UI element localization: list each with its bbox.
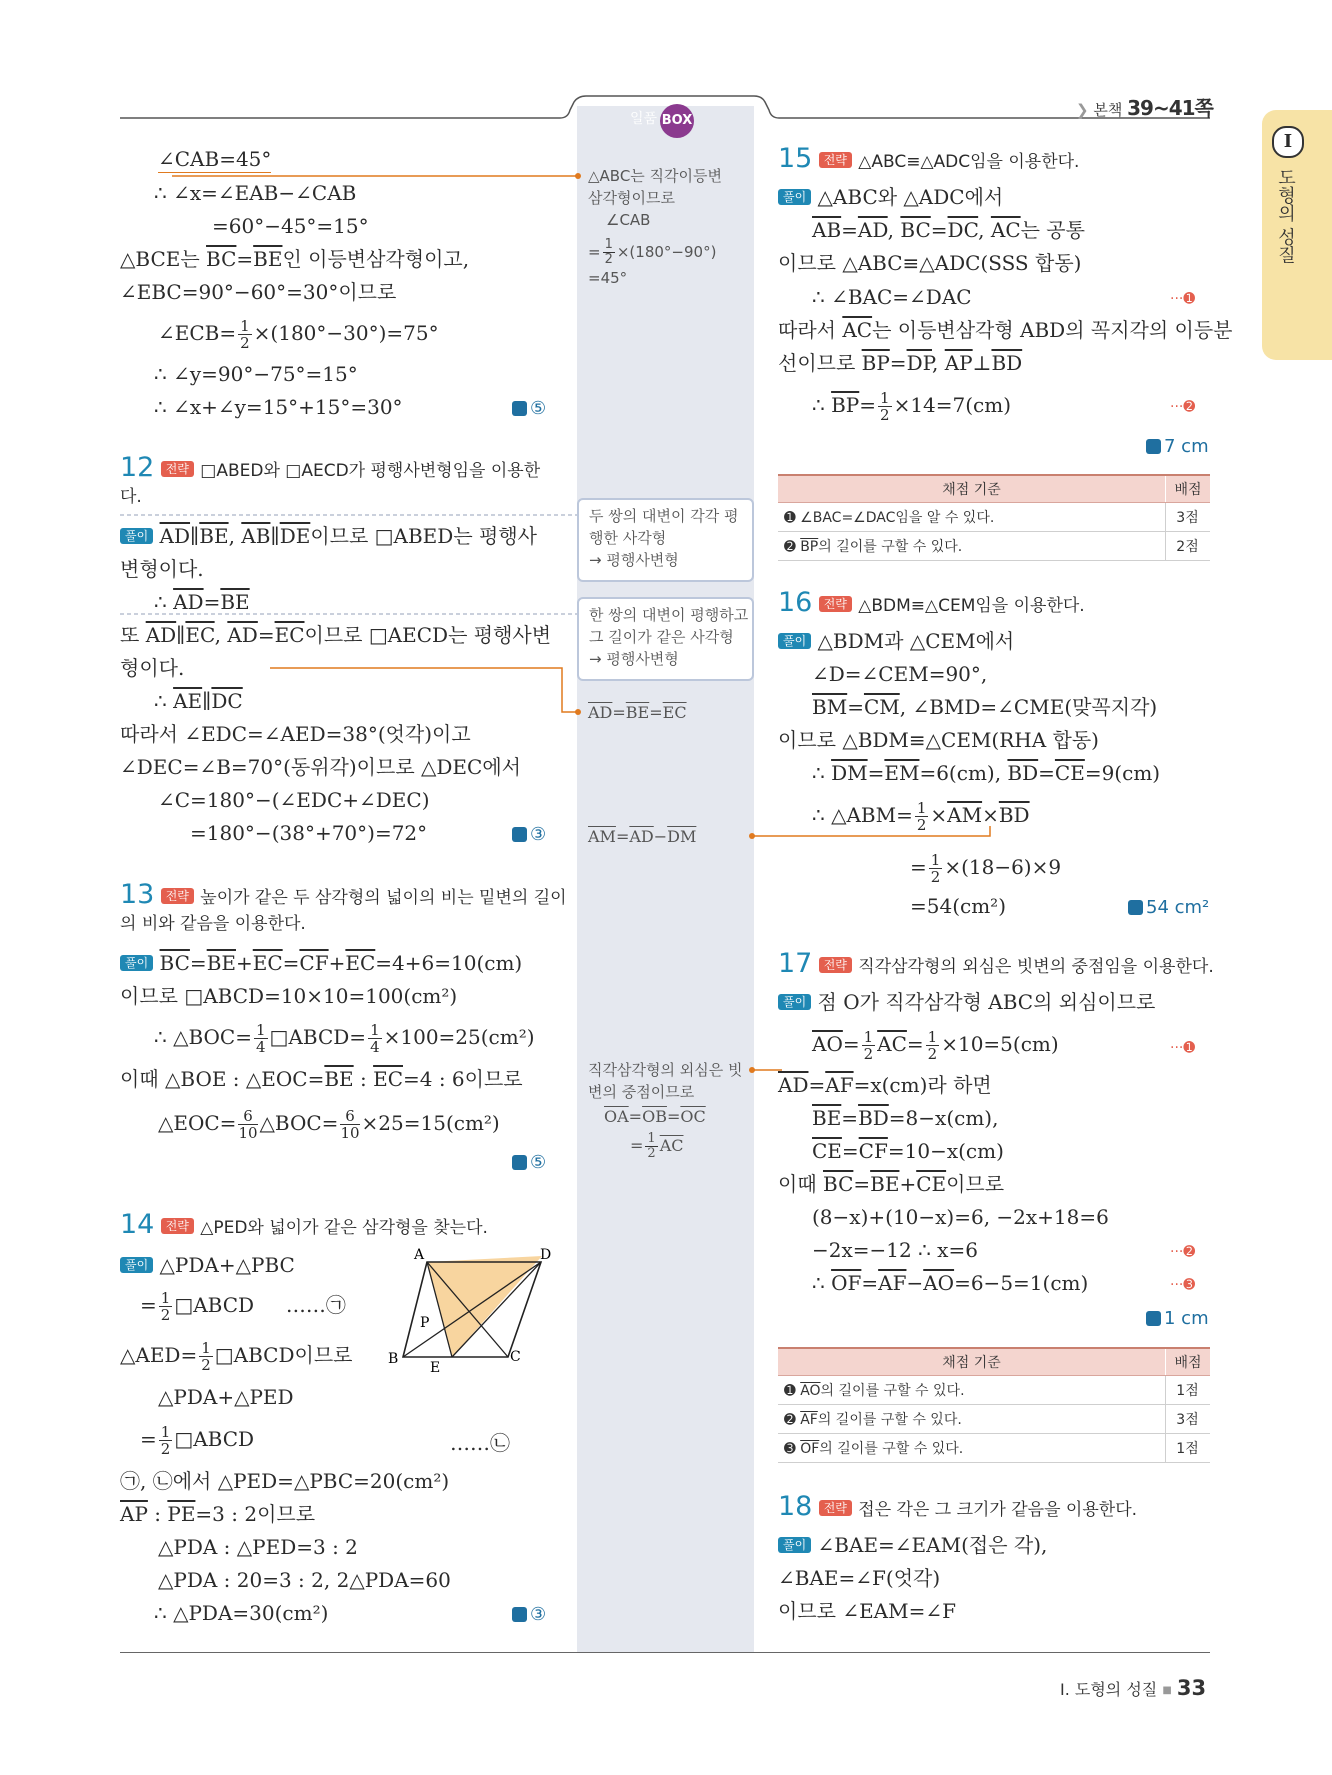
vertex-label: E: [430, 1360, 441, 1375]
answer: ③: [512, 822, 546, 848]
solution-line: ∴ $\overline{DM}=\overline{EM}=6(cm)$, $\overline{BD}=\overline{CE}=9(cm)$: [812, 761, 1161, 785]
footer-rule: [120, 1652, 1210, 1653]
solution-line: △AED= $\frac{1}{2}$ □ABCD이므로: [120, 1339, 353, 1374]
question-header: 17 전략 직각삼각형의 외심은 빗변의 중점임을 이용한다.: [778, 948, 1214, 979]
solution-line: △PDA : △PED=3 : 2: [158, 1535, 358, 1559]
memo-text: = $\frac{1}{2}$ $\overline{AC}$: [630, 1131, 684, 1161]
step-marker: ···➌: [1170, 1277, 1196, 1293]
table-header: 채점 기준: [778, 1348, 1166, 1376]
table-header: 채점 기준: [778, 475, 1166, 503]
solution-line: △PDA+△PED: [158, 1385, 294, 1409]
question-header: 12 전략 □ABED와 □AECD가 평행사변형임을 이용한: [120, 452, 541, 483]
solution-line: 따라서 ∠EDC=∠AED=38°(엇각)이고: [120, 722, 471, 746]
solution-line: $\overline{BM}=\overline{CM}$, ∠BMD=∠CME(맞꼭지각): [812, 695, 1158, 719]
table-cell: 2점: [1166, 532, 1211, 561]
box-label: 일품: [630, 111, 658, 127]
solution-line: 변형이다.: [120, 557, 204, 581]
solution-line: ∴ $\overline{BP}=$ $\frac{1}{2}$ ×14=7(cm): [812, 389, 1012, 424]
table-cell: 1점: [1166, 1434, 1211, 1463]
solution-line: 이므로 △BDM≡△CEM(RHA 합동): [778, 728, 1099, 752]
memo-text: =45°: [588, 269, 628, 287]
solution-line: = $\frac{1}{2}$ □ABCD: [140, 1423, 255, 1458]
footer-section: I. 도형의 성질: [1060, 1680, 1158, 1699]
table-row: [778, 1434, 1210, 1463]
question-header: 13 전략 높이가 같은 두 삼각형의 넓이의 비는 밑변의 길이: [120, 879, 567, 910]
chapter-title: 도형의 성질: [1275, 168, 1296, 264]
vertex-label: D: [540, 1247, 552, 1263]
memo-text: $\overline{AM}=\overline{AD}-\overline{DM}$: [588, 827, 697, 846]
solution-line: 이때 $\overline{BC}=\overline{BE}+\overline{CE}$이므로: [778, 1172, 1005, 1196]
vertex-label: B: [388, 1351, 399, 1367]
solution-line: △BCE는 $\overline{BC}=\overline{BE}$인 이등변삼각형이고,: [120, 247, 470, 271]
solution-line: $\overline{AB}=\overline{AD}$, $\overline{BC}=\overline{DC}$, $\overline{AC}$는 공통: [812, 218, 1085, 242]
solution-line: 풀이 △PDA+△PBC: [120, 1252, 295, 1278]
chapter-number: I: [1272, 126, 1304, 158]
table-cell: 3점: [1166, 503, 1211, 532]
table-row: [778, 1405, 1210, 1434]
question-header: 14 전략 △PED와 넓이가 같은 삼각형을 찾는다.: [120, 1209, 488, 1240]
solution-line: ∠DEC=∠B=70°(동위각)이므로 △DEC에서: [120, 755, 521, 779]
memo-text: 삼각형이므로: [588, 189, 675, 207]
table-header: 배점: [1166, 475, 1211, 503]
solution-line: =54(cm²): [910, 894, 1006, 918]
solution-line: ∴ △ABM= $\frac{1}{2}$ $\times\overline{AM}\times\overline{BD}$: [812, 799, 1030, 834]
solution-line: ∠EBC=90°−60°=30°이므로: [120, 280, 397, 304]
solution-line: 풀이 $\overline{AD}\parallel\overline{BE}$, $\overline{AB}\parallel\overline{DE}$이므로 □ABED는 평행사: [120, 523, 537, 549]
answer-icon: [1146, 1311, 1161, 1326]
step-marker: ···➊: [1170, 1040, 1196, 1056]
solution-line: ∴ ∠BAC=∠DAC: [812, 285, 972, 309]
solution-line: 풀이 △ABC와 △ADC에서: [778, 184, 1003, 210]
answer: 7 cm: [1146, 434, 1209, 460]
solution-line: 풀이 △BDM과 △CEM에서: [778, 628, 1014, 654]
memo-text: → 평행사변형: [589, 650, 679, 668]
memo-text: 그 길이가 같은 사각형: [589, 628, 734, 646]
solution-line: (8−x)+(10−x)=6, −2x+18=6: [812, 1205, 1109, 1229]
solution-line: 또 $\overline{AD}\parallel\overline{EC}$, $\overline{AD}=\overline{EC}$이므로 □AECD는 평행사변: [120, 623, 552, 647]
vertex-label: A: [414, 1247, 425, 1263]
answer-icon: [1128, 900, 1143, 915]
solution-line: ∠D=∠CEM=90°,: [812, 662, 988, 686]
solution-line: ∴ △BOC= $\frac{1}{4}$ □ABCD= $\frac{1}{4}$ ×100=25(cm²): [154, 1021, 535, 1056]
solution-line: ∴ $\overline{AE}\parallel\overline{DC}$: [154, 689, 243, 713]
table-cell: ➊ $\overline{AO}$의 길이를 구할 수 있다.: [778, 1376, 1166, 1405]
step-marker: ···➋: [1170, 1244, 1196, 1260]
table-row: [778, 503, 1210, 532]
solution-line: ∴ ∠x=∠EAB−∠CAB: [154, 181, 357, 205]
solution-line: 선이므로 $\overline{BP}=\overline{DP}$, $\overline{AP}\perp\overline{BD}$: [778, 351, 1023, 375]
solution-line: ∠BAE=∠F(엇각): [778, 1566, 941, 1590]
strategy-text: 다.: [120, 487, 142, 507]
memo-text: △ABC는 직각이등변: [588, 167, 723, 185]
answer: ③: [512, 1602, 546, 1628]
solution-line: ∠C=180°−(∠EDC+∠DEC): [158, 788, 430, 812]
table-header: 배점: [1166, 1348, 1211, 1376]
table-cell: 3점: [1166, 1405, 1211, 1434]
memo-text: → 평행사변형: [589, 551, 679, 569]
solution-line: = $\frac{1}{2}$ ×(18−6)×9: [910, 851, 1062, 886]
strategy-text: 의 비와 같음을 이용한다.: [120, 914, 306, 934]
grading-table: [778, 1347, 1210, 1463]
table-cell: 1점: [1166, 1376, 1211, 1405]
solution-line: 이므로 ∠EAM=∠F: [778, 1599, 956, 1623]
memo-text: 변의 중점이므로: [588, 1083, 695, 1101]
page-reference: ❯ 본책 39~41쪽: [1076, 96, 1213, 120]
solution-line: $\overline{CE}=\overline{CF}=10-x(cm)$: [812, 1139, 1004, 1163]
question-header: 15 전략 △ABC≡△ADC임을 이용한다.: [778, 143, 1080, 174]
vertex-label: P: [420, 1315, 430, 1331]
solution-line: =60°−45°=15°: [212, 214, 369, 238]
solution-line: = $\frac{1}{2}$ □ABCD ……㉠: [140, 1289, 346, 1324]
solution-line: ……㉡: [450, 1431, 510, 1455]
memo-text: 두 쌍의 대변이 각각 평: [589, 507, 739, 525]
answer: 54 cm²: [1128, 895, 1209, 921]
solution-line: △EOC= $\frac{6}{10}$ △BOC= $\frac{6}{10}$ ×25=15(cm²): [158, 1107, 500, 1142]
table-row: [778, 1376, 1210, 1405]
grading-table: [778, 474, 1210, 561]
solution-line: 따라서 $\overline{AC}$는 이등변삼각형 ABD의 꼭지각의 이등분: [778, 318, 1233, 342]
solution-line: 이때 △BOE : $\triangle EOC=\overline{BE}$ : $\overline{EC}=4$ : 6이므로: [120, 1067, 523, 1091]
memo-text: 한 쌍의 대변이 평행하고: [589, 606, 749, 624]
answer: 1 cm: [1146, 1306, 1209, 1332]
solution-line: ㉠, ㉡에서 △PED=△PBC=20(cm²): [120, 1469, 450, 1493]
solution-line: 형이다.: [120, 656, 185, 680]
solution-line: $\overline{AD}=\overline{AF}=x(cm)$라 하면: [778, 1073, 992, 1097]
memo-text: ∠CAB: [606, 211, 651, 229]
step-marker: ···➋: [1170, 399, 1196, 415]
table-cell: ➋ $\overline{BP}$의 길이를 구할 수 있다.: [778, 532, 1166, 561]
solution-line: ∴ ∠x+∠y=15°+15°=30°: [154, 395, 403, 419]
memo-text: $\overline{AD}=\overline{BE}=\overline{EC}$: [588, 703, 687, 722]
table-row: [778, 532, 1210, 561]
solution-line: ∴ $\overline{OF}=\overline{AF}-\overline{AO}=6-5=1(cm)$: [812, 1271, 1089, 1295]
solution-line: =180°−(38°+70°)=72°: [190, 821, 428, 845]
solution-line: ∠CAB=45°: [158, 147, 272, 171]
step-marker: ···➊: [1170, 291, 1196, 307]
solution-line: 풀이 ∠BAE=∠EAM(접은 각),: [778, 1532, 1047, 1558]
answer: ⑤: [512, 1150, 546, 1176]
vertex-label: C: [510, 1349, 521, 1365]
box-badge: BOX: [660, 104, 694, 138]
solution-line: $\overline{BE}=\overline{BD}=8-x(cm)$,: [812, 1106, 999, 1130]
memo-text: 직각삼각형의 외심은 빗: [588, 1061, 743, 1079]
solution-line: △PDA : 20=3 : 2, 2△PDA=60: [158, 1568, 451, 1592]
solution-line: 풀이 점 O가 직각삼각형 ABC의 외심이므로: [778, 989, 1155, 1015]
table-cell: ➋ $\overline{AF}$의 길이를 구할 수 있다.: [778, 1405, 1166, 1434]
memo-text: = $\frac{1}{2}$ ×(180°−90°): [588, 237, 717, 267]
solution-line: −2x=−12 ∴ x=6: [812, 1238, 978, 1262]
question-header: 18 전략 접은 각은 그 크기가 같음을 이용한다.: [778, 1491, 1138, 1522]
table-cell: ➌ $\overline{OF}$의 길이를 구할 수 있다.: [778, 1434, 1166, 1463]
solution-line: $\overline{AP}$ : $\overline{PE}=3$ : 2이므로: [120, 1502, 316, 1526]
solution-line: ∴ $\overline{AD}=\overline{BE}$: [154, 590, 250, 614]
solution-line: 이므로 △ABC≡△ADC(SSS 합동): [778, 251, 1082, 275]
answer-icon: [1146, 439, 1161, 454]
table-cell: ➊ ∠BAC=∠DAC임을 알 수 있다.: [778, 503, 1166, 532]
footer: I. 도형의 성질 ■ 33: [1060, 1676, 1207, 1700]
memo-text: $\overline{OA}=\overline{OB}=\overline{OC}$: [604, 1107, 706, 1126]
answer: ⑤: [512, 396, 546, 422]
memo-text: 행한 사각형: [589, 529, 667, 547]
solution-line: 이므로 □ABCD=10×10=100(cm²): [120, 984, 458, 1008]
solution-line: 풀이 $\overline{BC}=\overline{BE}+\overline{EC}=\overline{CF}+\overline{EC}=4+6=10(cm)$: [120, 950, 522, 976]
page-number: 33: [1176, 1676, 1207, 1700]
solution-line: ∴ △PDA=30(cm²): [154, 1601, 329, 1625]
solution-line: ∠ECB= $\frac{1}{2}$ ×(180°−30°)=75°: [158, 317, 439, 352]
solution-line: $\overline{AO}=$ $\frac{1}{2}$ $\overline{AC}=$ $\frac{1}{2}$ ×10=5(cm): [812, 1028, 1059, 1063]
question-header: 16 전략 △BDM≡△CEM임을 이용한다.: [778, 587, 1085, 618]
solution-line: ∴ ∠y=90°−75°=15°: [154, 362, 358, 386]
